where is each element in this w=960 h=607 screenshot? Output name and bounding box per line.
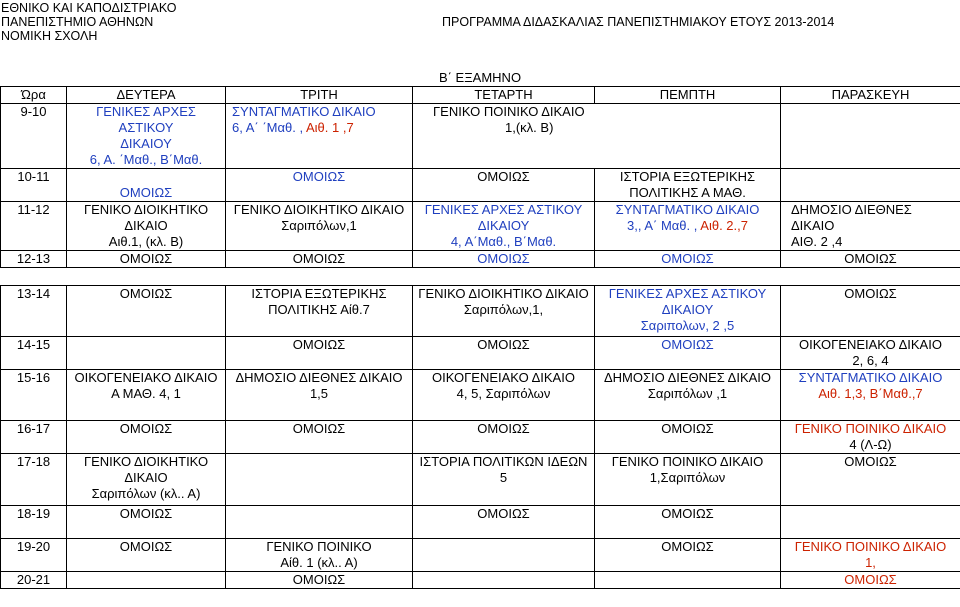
cell-mon-10: ΟΜΟΙΩΣ: [67, 169, 226, 202]
header-row: [1, 87, 960, 104]
table-row: [1, 104, 960, 169]
cell-tue-12: ΟΜΟΙΩΣ: [226, 251, 413, 268]
program-title: ΠΡΟΓΡΑΜΜΑ ΔΙΔΑΣΚΑΛΙΑΣ ΠΑΝΕΠΙΣΤΗΜΙΑΚΟΥ ΕΤΟΥΣ 2013-2014: [442, 15, 835, 29]
cell-mon-17: ΓΕΝΙΚΟ ΔΙΟΙΚΗΤΙΚΟ ΔΙΚΑΙΟ Σαριπόλων (κλ.. Α): [67, 454, 226, 506]
row-spacer: [1, 268, 960, 286]
cell-fri-13: ΟΜΟΙΩΣ: [781, 286, 960, 337]
table-row: [1, 286, 960, 337]
time-cell: 18-19: [1, 506, 67, 539]
cell-thu-18: ΟΜΟΙΩΣ: [595, 506, 781, 539]
cell-tue-16: ΟΜΟΙΩΣ: [226, 421, 413, 454]
cell-tue-14: ΟΜΟΙΩΣ: [226, 337, 413, 370]
cell-fri-18: [781, 506, 960, 539]
col-header-friday: ΠΑΡΑΣΚΕΥΗ: [781, 87, 960, 104]
time-cell: 14-15: [1, 337, 67, 370]
cell-mon-14: [67, 337, 226, 370]
cell-mon-16: ΟΜΟΙΩΣ: [67, 421, 226, 454]
cell-thu-12: ΟΜΟΙΩΣ: [595, 251, 781, 268]
cell-wed-12: ΟΜΟΙΩΣ: [413, 251, 595, 268]
cell-wed-9: ΓΕΝΙΚΟ ΠΟΙΝΙΚΟ ΔΙΚΑΙΟ 1,(κλ. Β): [413, 104, 781, 169]
cell-tue-19: ΓΕΝΙΚΟ ΠΟΙΝΙΚΟ Αίθ. 1 (κλ.. Α): [226, 539, 413, 572]
cell-thu-16: ΟΜΟΙΩΣ: [595, 421, 781, 454]
time-cell: 12-13: [1, 251, 67, 268]
time-cell: 13-14: [1, 286, 67, 337]
col-header-tuesday: ΤΡΙΤΗ: [226, 87, 413, 104]
cell-mon-15: ΟΙΚΟΓΕΝΕΙΑΚΟ ΔΙΚΑΙΟ Α ΜΑΘ. 4, 1: [67, 370, 226, 421]
semester-title: Β΄ ΕΞΑΜΗΝΟ: [438, 70, 522, 85]
table-row: [1, 337, 960, 370]
table-row: [1, 539, 960, 572]
cell-wed-13: ΓΕΝΙΚΟ ΔΙΟΙΚΗΤΙΚΟ ΔΙΚΑΙΟ Σαριπόλων,1,: [413, 286, 595, 337]
cell-wed-15: ΟΙΚΟΓΕΝΕΙΑΚΟ ΔΙΚΑΙΟ 4, 5, Σαριπόλων: [413, 370, 595, 421]
cell-thu-19: ΟΜΟΙΩΣ: [595, 539, 781, 572]
cell-tue-10: ΟΜΟΙΩΣ: [226, 169, 413, 202]
cell-fri-20: ΟΜΟΙΩΣ: [781, 572, 960, 589]
cell-mon-20: [67, 572, 226, 589]
cell-mon-13: ΟΜΟΙΩΣ: [67, 286, 226, 337]
table-row: [1, 506, 960, 539]
cell-fri-19: ΓΕΝΙΚΟ ΠΟΙΝΙΚΟ ΔΙΚΑΙΟ 1,: [781, 539, 960, 572]
col-header-time: Ώρα: [1, 87, 67, 104]
time-cell: 19-20: [1, 539, 67, 572]
cell-tue-9: ΣΥΝΤΑΓΜΑΤΙΚΟ ΔΙΚΑΙΟ 6, Α΄ ΄Μαθ. , Αιθ. 1 ,7: [226, 104, 413, 169]
table-row: [1, 454, 960, 506]
cell-fri-11: ΔΗΜΟΣΙΟ ΔΙΕΘΝΕΣ ΔΙΚΑΙΟ ΑΙΘ. 2 ,4: [781, 202, 960, 251]
time-cell: 17-18: [1, 454, 67, 506]
cell-fri-10: [781, 169, 960, 202]
time-cell: 9-10: [1, 104, 67, 169]
time-cell: 20-21: [1, 572, 67, 589]
cell-fri-9: [781, 104, 960, 169]
cell-thu-13: ΓΕΝΙΚΕΣ ΑΡΧΕΣ ΑΣΤΙΚΟΥ ΔΙΚΑΙΟΥ Σαριπολων, 2 ,5: [595, 286, 781, 337]
cell-fri-17: ΟΜΟΙΩΣ: [781, 454, 960, 506]
table-row: [1, 421, 960, 454]
cell-mon-11: ΓΕΝΙΚΟ ΔΙΟΙΚΗΤΙΚΟ ΔΙΚΑΙΟ Αιθ.1, (κλ. Β): [67, 202, 226, 251]
cell-tue-20: ΟΜΟΙΩΣ: [226, 572, 413, 589]
cell-thu-11: ΣΥΝΤΑΓΜΑΤΙΚΟ ΔΙΚΑΙΟ 3,, Α΄ Μαθ. , Αιθ. 2.,7: [595, 202, 781, 251]
cell-fri-14: ΟΙΚΟΓΕΝΕΙΑΚΟ ΔΙΚΑΙΟ 2, 6, 4: [781, 337, 960, 370]
university-name-line2: ΠΑΝΕΠΙΣΤΗΜΙΟ ΑΘΗΝΩΝ: [1, 15, 154, 29]
table-row: [1, 370, 960, 421]
cell-thu-15: ΔΗΜΟΣΙΟ ΔΙΕΘΝΕΣ ΔΙΚΑΙΟ Σαριπόλων ,1: [595, 370, 781, 421]
cell-fri-12: ΟΜΟΙΩΣ: [781, 251, 960, 268]
cell-wed-10: ΟΜΟΙΩΣ: [413, 169, 595, 202]
cell-wed-17: ΙΣΤΟΡΙΑ ΠΟΛΙΤΙΚΩΝ ΙΔΕΩΝ 5: [413, 454, 595, 506]
cell-tue-11: ΓΕΝΙΚΟ ΔΙΟΙΚΗΤΙΚΟ ΔΙΚΑΙΟ Σαριπόλων,1: [226, 202, 413, 251]
cell-wed-11: ΓΕΝΙΚΕΣ ΑΡΧΕΣ ΑΣΤΙΚΟΥ ΔΙΚΑΙΟΥ 4, Α΄Μαθ., Β΄Μαθ.: [413, 202, 595, 251]
cell-thu-20: [595, 572, 781, 589]
cell-wed-14: ΟΜΟΙΩΣ: [413, 337, 595, 370]
cell-wed-16: ΟΜΟΙΩΣ: [413, 421, 595, 454]
cell-tue-18: [226, 506, 413, 539]
time-cell: 10-11: [1, 169, 67, 202]
cell-thu-10: ΙΣΤΟΡΙΑ ΕΞΩΤΕΡΙΚΗΣ ΠΟΛΙΤΙΚΗΣ Α ΜΑΘ.: [595, 169, 781, 202]
table-row: [1, 572, 960, 589]
cell-tue-15: ΔΗΜΟΣΙΟ ΔΙΕΘΝΕΣ ΔΙΚΑΙΟ 1,5: [226, 370, 413, 421]
cell-fri-15: ΣΥΝΤΑΓΜΑΤΙΚΟ ΔΙΚΑΙΟ Αιθ. 1,3, Β΄Μαθ.,7: [781, 370, 960, 421]
cell-thu-17: ΓΕΝΙΚΟ ΠΟΙΝΙΚΟ ΔΙΚΑΙΟ 1,Σαριπόλων: [595, 454, 781, 506]
time-cell: 16-17: [1, 421, 67, 454]
cell-wed-20: [413, 572, 595, 589]
university-name-line1: ΕΘΝΙΚΟ ΚΑΙ ΚΑΠΟΔΙΣΤΡΙΑΚΟ: [1, 1, 177, 15]
table-row: [1, 251, 960, 268]
cell-mon-9: ΓΕΝΙΚΕΣ ΑΡΧΕΣ ΑΣΤΙΚΟΥ ΔΙΚΑΙΟΥ 6, Α. ΄Μαθ., Β΄Μαθ.: [67, 104, 226, 169]
table-row: [1, 202, 960, 251]
col-header-thursday: ΠΕΜΠΤΗ: [595, 87, 781, 104]
cell-tue-17: [226, 454, 413, 506]
cell-mon-18: ΟΜΟΙΩΣ: [67, 506, 226, 539]
cell-thu-14: ΟΜΟΙΩΣ: [595, 337, 781, 370]
time-cell: 15-16: [1, 370, 67, 421]
cell-mon-12: ΟΜΟΙΩΣ: [67, 251, 226, 268]
timetable: [0, 86, 960, 589]
col-header-wednesday: ΤΕΤΑΡΤΗ: [413, 87, 595, 104]
school-name: ΝΟΜΙΚΗ ΣΧΟΛΗ: [1, 29, 98, 43]
col-header-monday: ΔΕΥΤΕΡΑ: [67, 87, 226, 104]
cell-wed-18: ΟΜΟΙΩΣ: [413, 506, 595, 539]
cell-tue-13: ΙΣΤΟΡΙΑ ΕΞΩΤΕΡΙΚΗΣ ΠΟΛΙΤΙΚΗΣ Αίθ.7: [226, 286, 413, 337]
cell-mon-19: ΟΜΟΙΩΣ: [67, 539, 226, 572]
time-cell: 11-12: [1, 202, 67, 251]
table-row: [1, 169, 960, 202]
cell-fri-16: ΓΕΝΙΚΟ ΠΟΙΝΙΚΟ ΔΙΚΑΙΟ 4 (Λ-Ω): [781, 421, 960, 454]
cell-wed-19: [413, 539, 595, 572]
